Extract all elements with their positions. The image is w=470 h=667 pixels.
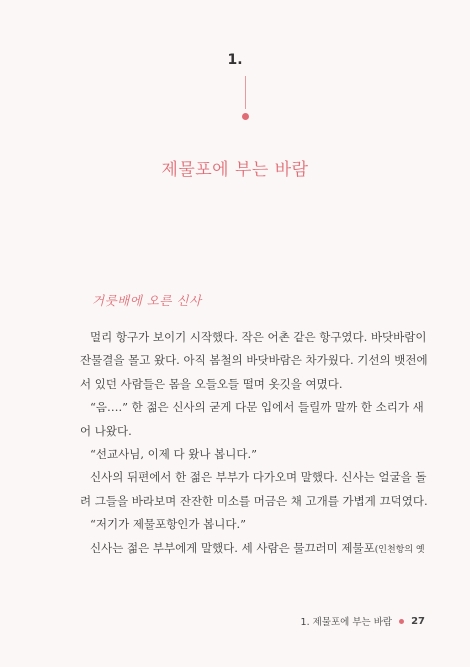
chapter-title: 제물포에 부는 바람 [161,160,309,180]
body-line: 어 나왔다. [80,423,132,438]
footer-dot [399,619,404,624]
chapter-divider-dot [242,113,249,120]
body-line-text: 신사는 젊은 부부에게 말했다. 세 사람은 물끄러미 제물포 [90,540,375,555]
body-line: “저기가 제물포항인가 봅니다.” [90,517,247,532]
body-line-last [80,537,425,562]
body-line: 려 그들을 바라보며 잔잔한 미소를 머금은 채 고개를 가볍게 끄덕였다. [80,493,428,508]
body-line: “선교사님, 이제 다 왔나 봅니다.” [90,447,257,462]
body-text [80,326,428,562]
body-line-annotation: (인천항의 옛 [374,544,425,555]
chapter-number: 1. [227,52,243,68]
body-line: “음….” 한 젊은 신사의 굳게 다문 입에서 들릴까 말까 한 소리가 새 [90,400,424,415]
body-line: 신사의 뒤편에서 한 젊은 부부가 다가오며 말했다. 신사는 얼굴을 돌 [90,470,427,485]
chapter-divider-line [245,76,246,109]
body-line: 멀리 항구가 보이기 시작했다. 작은 어촌 같은 항구였다. 바닷바람이 [90,330,427,344]
running-title: 1. 제물포에 부는 바람 [300,617,393,628]
page-number: 27 [411,615,425,627]
section-heading: 거룻배에 오른 신사 [92,293,202,308]
page-footer [301,614,425,628]
body-line: 서 있던 사람들은 몸을 오들오들 떨며 옷깃을 여몄다. [80,376,343,391]
body-line: 잔물결을 몰고 왔다. 아직 봄철의 바닷바람은 차가웠다. 기선의 뱃전에 [80,353,428,368]
